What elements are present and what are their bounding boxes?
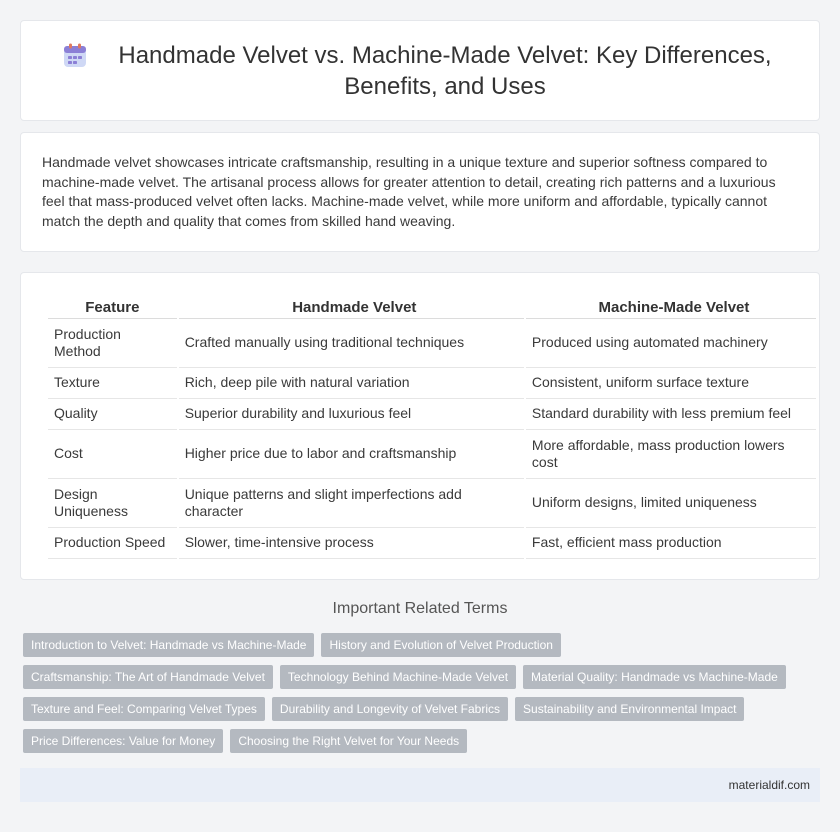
table-row <box>48 399 816 430</box>
title-card <box>20 20 820 121</box>
footer-site-link[interactable]: materialdif.com <box>728 778 810 792</box>
cell-handmade: Unique patterns and slight imperfections add character <box>179 479 524 528</box>
related-term-tag[interactable]: History and Evolution of Velvet Production <box>321 633 560 657</box>
header-handmade: Handmade Velvet <box>179 293 524 319</box>
cell-feature: Quality <box>48 399 177 430</box>
page-title: Handmade Velvet vs. Machine-Made Velvet: Key Differences, Benefits, and Uses <box>118 41 772 100</box>
table-row <box>48 479 816 528</box>
title-wrap <box>21 21 819 120</box>
related-terms-title: Important Related Terms <box>332 600 508 617</box>
related-term-tag[interactable]: Craftsmanship: The Art of Handmade Velvet <box>23 665 273 689</box>
cell-feature: Production Speed <box>48 528 177 559</box>
related-term-tag[interactable]: Technology Behind Machine-Made Velvet <box>280 665 516 689</box>
cell-feature: Texture <box>48 368 177 399</box>
related-term-tag[interactable]: Introduction to Velvet: Handmade vs Machine-Made <box>23 633 314 657</box>
cell-handmade: Higher price due to labor and craftsmanship <box>179 430 524 479</box>
cell-handmade: Crafted manually using traditional techniques <box>179 319 524 368</box>
cell-machine-made: Consistent, uniform surface texture <box>526 368 816 399</box>
table-row <box>48 528 816 559</box>
comparison-table-card <box>20 272 820 580</box>
related-term-tag[interactable]: Material Quality: Handmade vs Machine-Made <box>523 665 786 689</box>
calendar-icon <box>61 42 89 70</box>
related-terms-list <box>23 633 803 753</box>
comparison-table <box>46 293 818 559</box>
table-header-row <box>48 293 816 319</box>
cell-feature: Production Method <box>48 319 177 368</box>
cell-handmade: Rich, deep pile with natural variation <box>179 368 524 399</box>
related-term-tag[interactable]: Price Differences: Value for Money <box>23 729 223 753</box>
cell-feature: Cost <box>48 430 177 479</box>
related-term-tag[interactable]: Choosing the Right Velvet for Your Needs <box>230 729 467 753</box>
footer <box>20 768 820 802</box>
table-row <box>48 368 816 399</box>
cell-handmade: Superior durability and luxurious feel <box>179 399 524 430</box>
cell-machine-made: More affordable, mass production lowers cost <box>526 430 816 479</box>
cell-machine-made: Fast, efficient mass production <box>526 528 816 559</box>
cell-feature: Design Uniqueness <box>48 479 177 528</box>
cell-machine-made: Standard durability with less premium feel <box>526 399 816 430</box>
cell-handmade: Slower, time-intensive process <box>179 528 524 559</box>
related-term-tag[interactable]: Sustainability and Environmental Impact <box>515 697 744 721</box>
table-row <box>48 430 816 479</box>
cell-machine-made: Uniform designs, limited uniqueness <box>526 479 816 528</box>
table-row <box>48 319 816 368</box>
cell-machine-made: Produced using automated machinery <box>526 319 816 368</box>
related-term-tag[interactable]: Texture and Feel: Comparing Velvet Types <box>23 697 265 721</box>
intro-paragraph: Handmade velvet showcases intricate craftsmanship, resulting in a unique texture and superior softness compared to machine-made velvet. The artisanal process allows for greater attention to detail, creating rich patterns and a luxurious feel that mass-produced velvet often lacks. Machine-made velvet, while more uniform and affordable, typically cannot match the depth and quality that comes from skilled hand weaving. <box>42 154 776 229</box>
intro-card <box>20 132 820 252</box>
related-term-tag[interactable]: Durability and Longevity of Velvet Fabrics <box>272 697 508 721</box>
header-feature: Feature <box>48 293 177 319</box>
header-machine-made: Machine-Made Velvet <box>526 293 816 319</box>
